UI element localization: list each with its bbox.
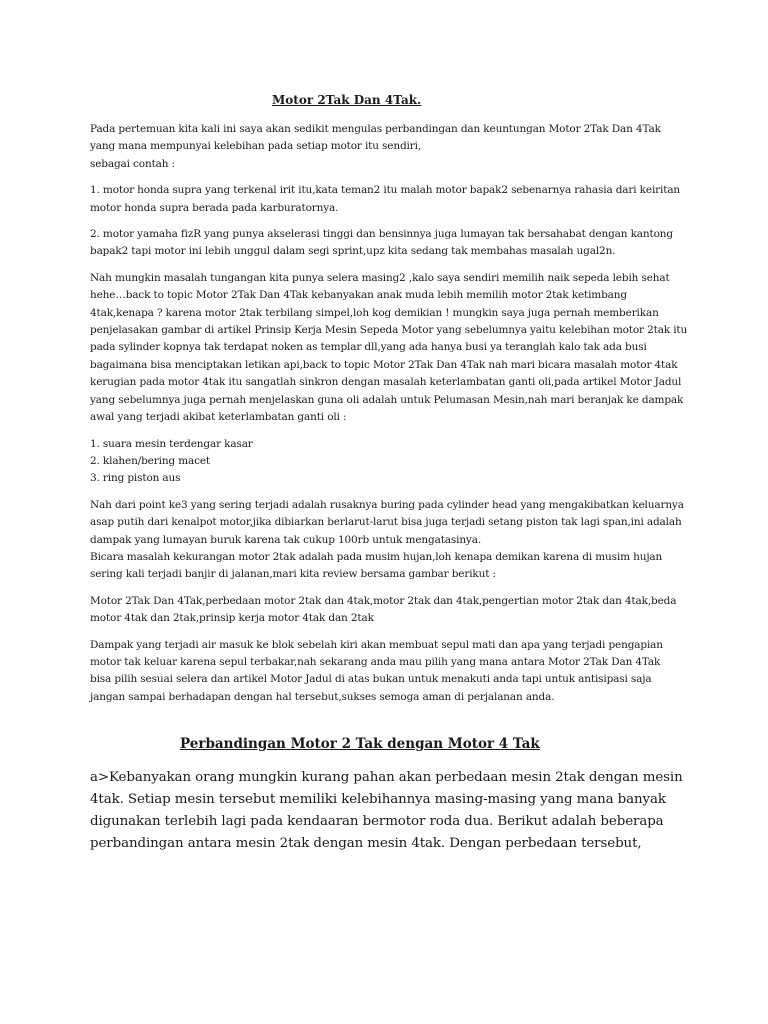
body-paragraph-2 [90, 497, 708, 584]
list-item: 2. klahen/bering macet [90, 454, 210, 467]
text-line: kerugian pada motor 4tak itu sangatlah sinkron dengan masalah keterlambatan ganti oli,pada artikel Motor Jadul [90, 376, 682, 389]
body-paragraph-1 [90, 270, 708, 427]
text-line: a>Kebanyakan orang mungkin kurang pahan akan perbedaan mesin 2tak dengan mesin [90, 770, 683, 786]
text-line: bisa pilih sesuai selera dan artikel Motor Jadul di atas bukan untuk menakuti anda tapi untuk antisipasi saja [90, 673, 652, 686]
text-line: pada sylinder kopnya tak terdapat noken as templar dll,yang ada hanya busi ya teranglah kalo tak ada busi [90, 341, 647, 354]
section-2-body [90, 767, 708, 855]
text-line: Motor 2Tak Dan 4Tak,perbedaan motor 2tak dan 4tak,motor 2tak dan 4tak,pengertian motor 2tak dan 4tak,beda [90, 594, 677, 607]
text-line: sering kali terjadi banjir di jalanan,mari kita review bersama gambar berikut : [90, 568, 496, 581]
body-paragraph-3 [90, 637, 708, 707]
text-line: digunakan terlebih lagi pada kendaaran bermotor roda dua. Berikut adalah beberapa [90, 814, 664, 830]
text-line: 2. motor yamaha fizR yang punya akselerasi tinggi dan bensinnya juga lumayan tak bersahabat dengan kantong [90, 228, 673, 241]
text-line: yang mana mempunyai kelebihan pada setiap motor itu sendiri, [90, 140, 422, 153]
text-line: bagaimana bisa menciptakan letikan api,back to topic Motor 2Tak Dan 4Tak nah mari bicara masalah motor 4tak [90, 358, 678, 371]
section-spacer [90, 715, 708, 735]
point-1-paragraph [90, 182, 708, 217]
text-line: motor tak keluar karena sepul terbakar,nah sekarang anda mau pilih yang mana antara Motor 2Tak Dan 4Tak [90, 655, 661, 668]
text-line: penjelasakan gambar di artikel Prinsip Kerja Mesin Sepeda Motor yang sebelumnya yaitu kelebihan motor 2tak itu [90, 324, 688, 337]
text-line: motor 4tak dan 2tak,prinsip kerja motor 4tak dan 2tak [90, 612, 374, 625]
text-line: Nah mungkin masalah tungangan kita punya selera masing2 ,kalo saya sendiri memilih naik sepeda lebih sehat [90, 271, 670, 284]
text-line: Bicara masalah kekurangan motor 2tak adalah pada musim hujan,loh kenapa demikan karena di musim hujan [90, 550, 663, 563]
text-line: dampak yang lumayan buruk karena tak cukup 100rb untuk mengatasinya. [90, 533, 482, 546]
point-2-paragraph [90, 226, 708, 261]
text-line: awal yang terjadi akibat keterlambatan ganti oli : [90, 411, 347, 424]
document-title: Motor 2Tak Dan 4Tak. [272, 93, 422, 107]
text-line: motor honda supra berada pada karburatornya. [90, 201, 339, 214]
text-line: 4tak,kenapa ? karena motor 2tak terbilang simpel,loh kog demikian ! mungkin saya juga pernah memberikan [90, 306, 659, 319]
text-line: sebagai contah : [90, 157, 175, 170]
text-line: Dampak yang terjadi air masuk ke blok sebelah kiri akan membuat sepul mati dan apa yang terjadi pengapian [90, 638, 663, 651]
text-line: hehe…back to topic Motor 2Tak Dan 4Tak kebanyakan anak muda lebih memilih motor 2tak ketimbang [90, 289, 627, 302]
list-item: 1. suara mesin terdengar kasar [90, 437, 253, 450]
intro-paragraph [90, 121, 708, 173]
list-item: 3. ring piston aus [90, 472, 181, 485]
text-line: yang sebelumnya juga pernah menjelaskan guna oli adalah untuk Pelumasan Mesin,nah mari beranjak ke dampak [90, 393, 684, 406]
text-line: jangan sampai berhadapan dengan hal tersebut,sukses semoga aman di perjalanan anda. [90, 690, 555, 703]
text-line: Nah dari point ke3 yang sering terjadi adalah rusaknya buring pada cylinder head yang mengakibatkan keluarnya [90, 498, 684, 511]
section-2-title: Perbandingan Motor 2 Tak dengan Motor 4 Tak [180, 736, 540, 753]
text-line: perbandingan antara mesin 2tak dengan mesin 4tak. Dengan perbedaan tersebut, [90, 836, 642, 852]
text-line: Pada pertemuan kita kali ini saya akan sedikit mengulas perbandingan dan keuntungan Motor 2Tak Dan 4Tak [90, 123, 661, 135]
text-line: bapak2 tapi motor ini lebih unggul dalam segi sprint,upz kita sedang tak membahas masalah ugal2n. [90, 245, 616, 258]
text-line: asap putih dari kenalpot motor,jika dibiarkan berlarut-larut bisa juga terjadi setang piston tak lagi span,ini adalah [90, 516, 682, 529]
text-line: 1. motor honda supra yang terkenal irit itu,kata teman2 itu malah motor bapak2 sebenarnya rahasia dari keiritan [90, 184, 681, 197]
tags-paragraph [90, 593, 708, 628]
problem-list [90, 436, 708, 488]
text-line: 4tak. Setiap mesin tersebut memiliki kelebihannya masing-masing yang mana banyak [90, 792, 666, 808]
